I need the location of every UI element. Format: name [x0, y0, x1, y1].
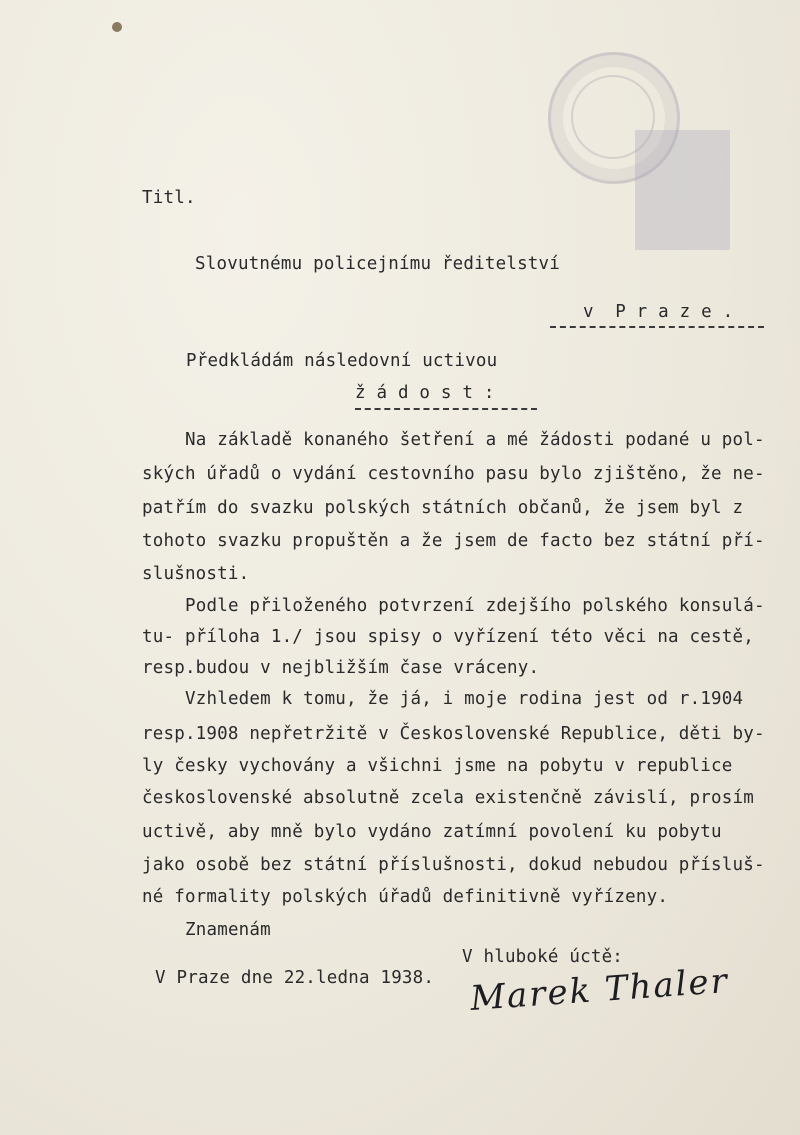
body-line: né formality polských úřadů definitivně vyřízeny. — [142, 887, 669, 907]
body-line: ských úřadů o vydání cestovního pasu bylo zjištěno, že ne- — [142, 464, 765, 484]
body-line: jako osobě bez státní příslušnosti, dokud nebudou přísluš- — [142, 855, 765, 875]
body-line: Podle přiloženého potvrzení zdejšího polského konsulá- — [185, 596, 765, 616]
city-line: v P r a z e . — [583, 302, 734, 322]
subject-heading: ž á d o s t : — [355, 383, 495, 403]
subject-underline — [355, 408, 537, 410]
closing-znamenam: Znamenám — [185, 920, 271, 940]
body-line: ly česky vychovány a všichni jsme na pobytu v republice — [142, 756, 733, 776]
body-line: tohoto svazku propuštěn a že jsem de facto bez státní pří- — [142, 531, 765, 551]
body-line: Vzhledem k tomu, že já, i moje rodina jest od r.1904 — [185, 689, 744, 709]
body-line: slušnosti. — [142, 564, 250, 584]
body-line: patřím do svazku polských státních občanů, že jsem byl z — [142, 498, 744, 518]
city-underline — [550, 326, 764, 328]
intro-line: Předkládám následovní uctivou — [186, 351, 498, 371]
place-date: V Praze dne 22.ledna 1938. — [155, 968, 435, 988]
salutation: Titl. — [142, 188, 196, 208]
revenue-stamp — [635, 130, 730, 250]
body-line: uctivě, aby mně bylo vydáno zatímní povolení ku pobytu — [142, 822, 722, 842]
recipient-line: Slovutnému policejnímu ředitelství — [195, 254, 561, 274]
handwritten-signature: Marek Thaler — [468, 961, 731, 1019]
ink-spot — [112, 22, 122, 32]
body-line: resp.1908 nepřetržitě v Československé Republice, děti by- — [142, 724, 765, 744]
body-line: československé absolutně zcela existenčně závislí, prosím — [142, 788, 754, 808]
body-line: resp.budou v nejbližším čase vráceny. — [142, 658, 540, 678]
body-line: tu- příloha 1./ jsou spisy o vyřízení této věci na cestě, — [142, 627, 754, 647]
body-line: Na základě konaného šetření a mé žádosti podané u pol- — [185, 430, 765, 450]
closing-respect: V hluboké úctě: — [462, 947, 624, 967]
